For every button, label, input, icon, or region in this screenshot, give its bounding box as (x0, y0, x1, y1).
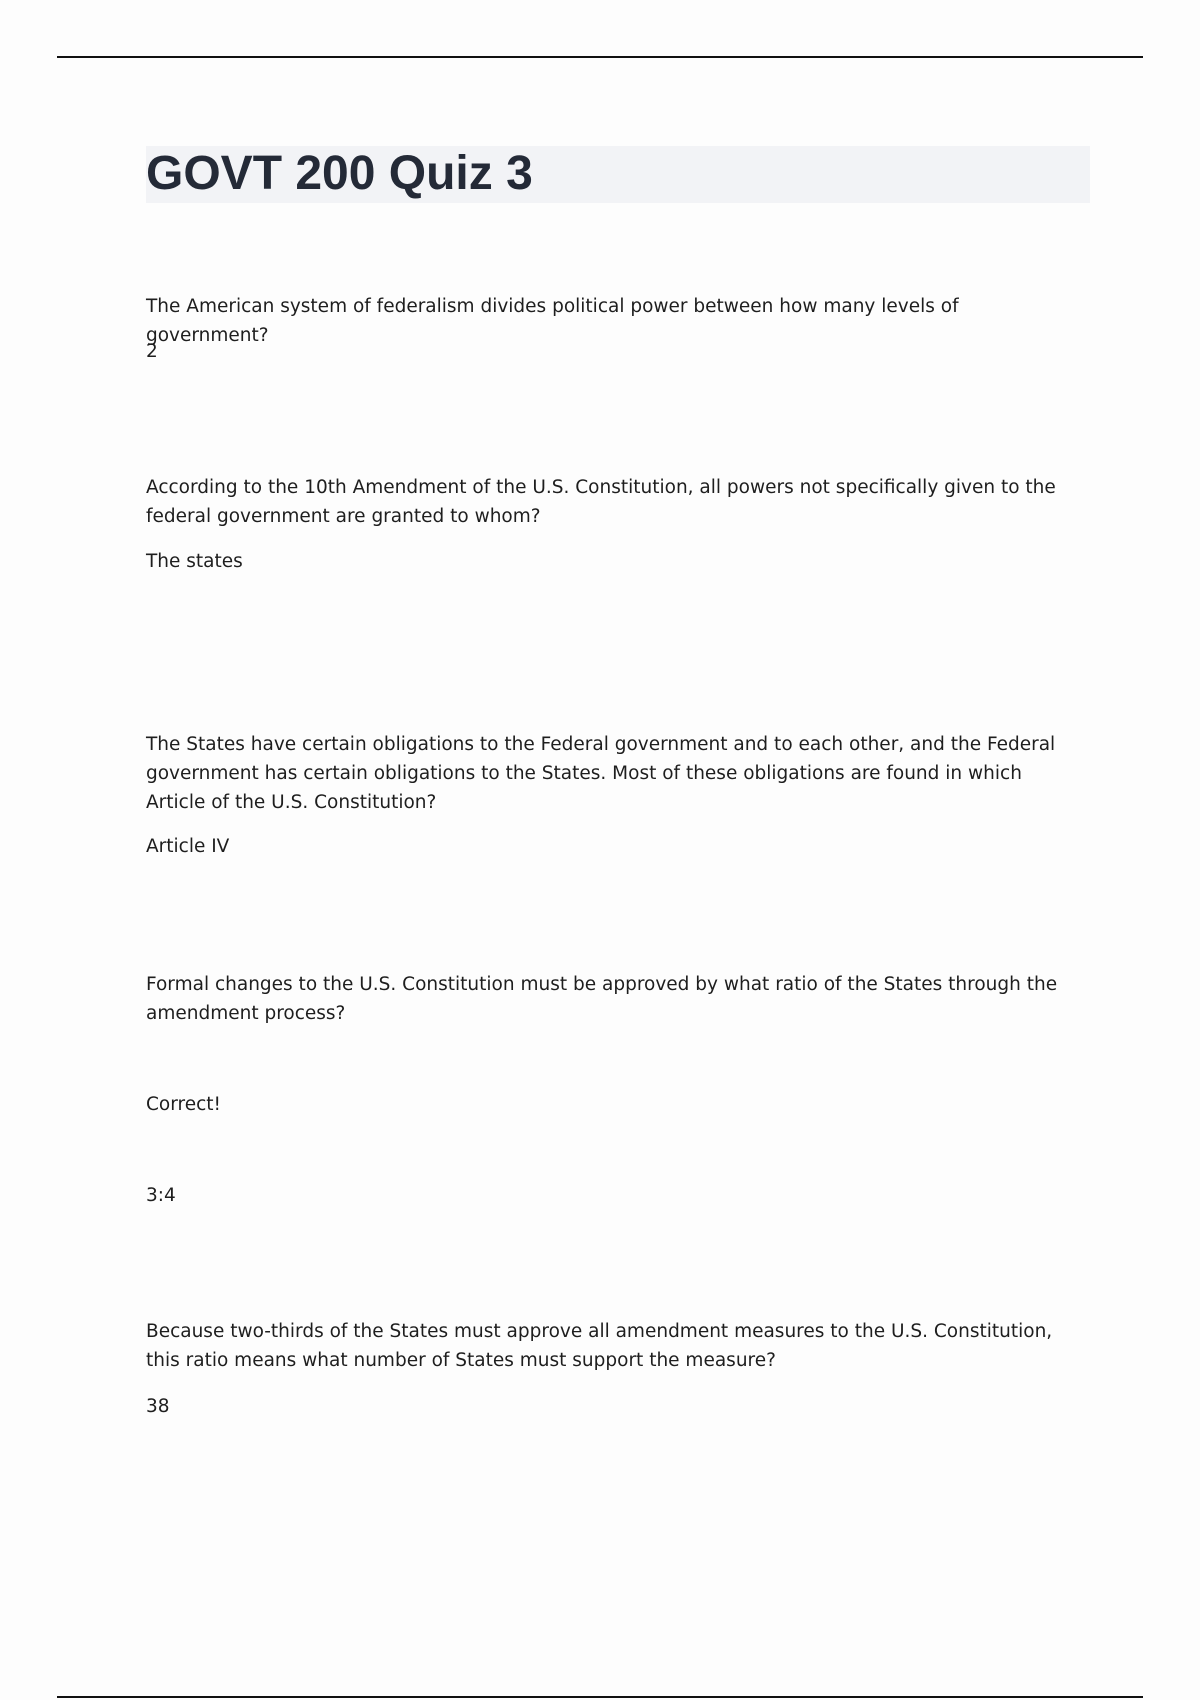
answer-3: Article IV (146, 836, 230, 857)
answer-5: 38 (146, 1396, 170, 1417)
answer-4: 3:4 (146, 1185, 176, 1206)
answer-4-feedback: Correct! (146, 1094, 221, 1115)
answer-2: The states (146, 551, 243, 572)
question-1: The American system of federalism divides political power between how many levels of government? (146, 296, 959, 346)
question-3: The States have certain obligations to the Federal government and to each other, and the Federal government has certain obligations to the States. Most of these obligations are found in which Article of the U.S. Constitution? (146, 734, 1056, 813)
question-5: Because two-thirds of the States must approve all amendment measures to the U.S. Constitution, this ratio means what number of States must support the measure? (146, 1321, 1053, 1371)
footer-rule (57, 1696, 1143, 1698)
question-2: According to the 10th Amendment of the U.S. Constitution, all powers not specifically given to the federal government are granted to whom? (146, 477, 1056, 527)
header-rule (57, 56, 1143, 58)
question-4: Formal changes to the U.S. Constitution must be approved by what ratio of the States through the amendment process? (146, 974, 1058, 1024)
page-title: GOVT 200 Quiz 3 (146, 147, 533, 200)
answer-1: 2 (146, 341, 158, 362)
